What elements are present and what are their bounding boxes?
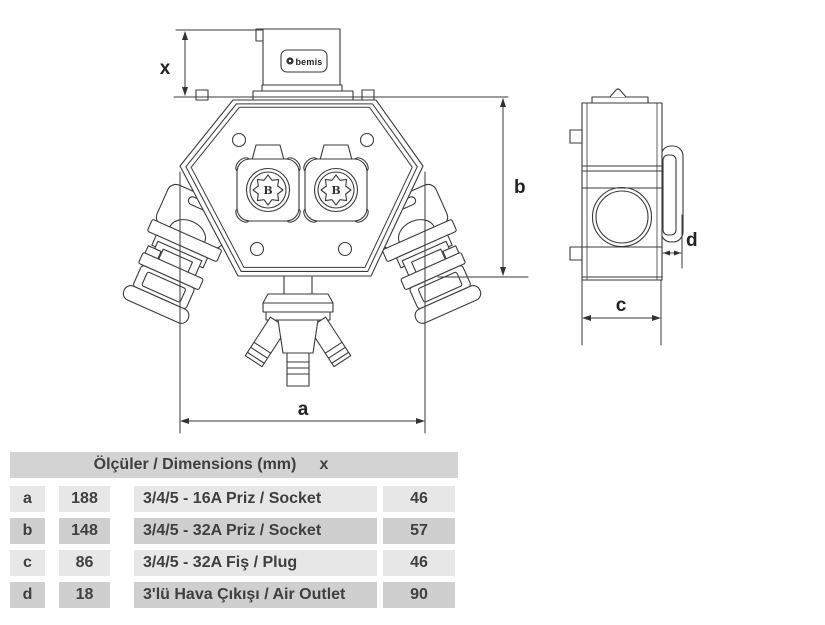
table-title: Ölçüler / Dimensions (mm) — [93, 456, 297, 473]
row-description: 3/4/5 - 32A Priz / Socket — [134, 518, 377, 544]
row-letter: b — [10, 518, 45, 544]
air-outlet — [245, 272, 350, 386]
side-top-cap — [592, 97, 648, 103]
table-row-a — [10, 486, 458, 512]
cover-plinth-upper — [262, 85, 342, 91]
table-row-d — [10, 582, 458, 608]
cover-plinth-lower — [253, 91, 353, 100]
bemis-logo-text: bemis — [295, 57, 323, 67]
air-outlet-barb-center — [287, 353, 309, 386]
bemis-gear-icon-center — [289, 60, 291, 62]
table-header — [10, 452, 458, 478]
row-value-mm: 188 — [59, 486, 110, 512]
row-letter: a — [10, 486, 45, 512]
side-lid — [661, 146, 683, 242]
row-x-value: 57 — [383, 518, 455, 544]
socket-hinge-tab — [252, 145, 284, 160]
row-x-value: 90 — [383, 582, 455, 608]
top-latch-tab-left — [196, 90, 208, 100]
row-description: 3/4/5 - 16A Priz / Socket — [134, 486, 377, 512]
row-x-value: 46 — [383, 550, 455, 576]
side-view — [570, 89, 683, 280]
dim-label-b: b — [514, 177, 526, 198]
dim-label-d: d — [686, 230, 698, 251]
row-value-mm: 148 — [59, 518, 110, 544]
row-description: 3'lü Hava Çıkışı / Air Outlet — [134, 582, 377, 608]
dim-label-a: a — [297, 399, 309, 420]
top-cover — [253, 29, 353, 100]
table-header-x-label: x — [319, 456, 329, 473]
socket-center-logo: B — [331, 184, 341, 197]
row-letter: d — [10, 582, 45, 608]
side-top-hook — [610, 89, 626, 97]
air-outlet-body — [278, 320, 318, 353]
socket-center-logo: B — [263, 184, 273, 197]
row-value-mm: 86 — [59, 550, 110, 576]
dimensions-table — [10, 452, 458, 614]
table-row-c — [10, 550, 458, 576]
top-latch-tab-right — [362, 90, 374, 100]
socket-hinge-tab — [320, 145, 352, 160]
row-letter: c — [10, 550, 45, 576]
dim-label-x: x — [159, 58, 171, 79]
side-tab-upper — [570, 130, 582, 143]
dimension-c — [582, 280, 661, 345]
row-description: 3/4/5 - 32A Fiş / Plug — [134, 550, 377, 576]
row-value-mm: 18 — [59, 582, 110, 608]
dim-label-c: c — [615, 295, 627, 316]
row-x-value: 46 — [383, 486, 455, 512]
side-tab-lower — [570, 247, 582, 260]
table-row-b — [10, 518, 458, 544]
